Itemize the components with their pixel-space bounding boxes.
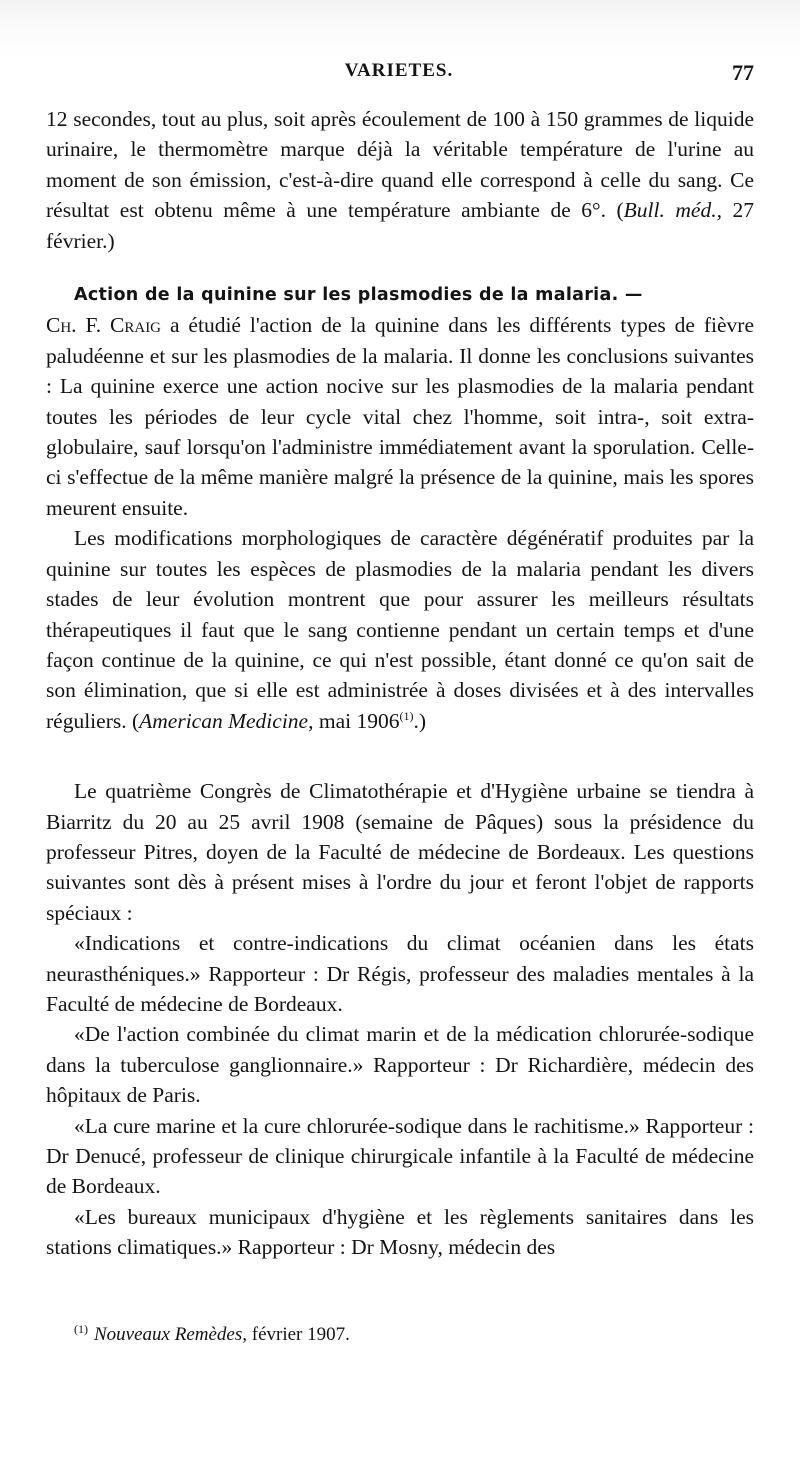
paragraph-text: 12 secondes, tout au plus, soit après écoulement de 100 à 150 grammes de liquide urinaire, le thermomètre marque déjà la véritable température de l'urine au moment de son émission, c'est-à-dire quand elle correspond à celle du sang. Ce résultat est obtenu même à une température ambiante de 6°. (	[46, 107, 754, 223]
footnote-date: février 1907.	[247, 1324, 350, 1345]
author-name: Ch. F. Craig	[46, 313, 162, 338]
citation-date: 27 février.)	[46, 198, 755, 253]
paragraph-text: a étudié l'action de la quinine dans les différents types de fièvre paludéenne et sur les plasmodies de la malaria. Il donne les conclusions suivantes : La quinine exerce une action nocive sur les plasmodies de la malaria pendant toutes les périodes de leur cycle vital chez l'homme, soit intra-, soit extra-globulaire, sauf lorsqu'on l'administre immédiatement avant la sporulation. Celle-ci s'effectue de la même manière malgré la présence de la quinine, mais les spores meurent ensuite.	[46, 313, 754, 520]
paragraph-congress: Le quatrième Congrès de Climatothérapie et d'Hygiène urbaine se tiendra à Biarritz du 20 au 25 avril 1908 (semaine de Pâques) sous la présidence du professeur Pitres, doyen de la Faculté de médecine de Bordeaux. Les questions suivantes sont dès à présent mises à l'ordre du jour et feront l'objet de rapports spéciaux :	[46, 779, 754, 925]
footnote-marker: (1)	[74, 1321, 88, 1336]
citation-source: Bull. méd.,	[623, 198, 722, 223]
section-heading-quinine: Action de la quinine sur les plasmodies de la malaria. —	[74, 285, 643, 306]
page-number: 77	[732, 60, 754, 85]
footnote-reference: (1)	[399, 708, 414, 723]
paragraph-topic-2: «De l'action combinée du climat marin et de la médication chlorurée-sodique dans la tuberculose ganglionnaire.» Rapporteur : Dr Richardière, médecin des hôpitaux de Paris.	[46, 1022, 754, 1108]
body-text	[46, 104, 754, 1263]
paragraph-topic-3: «La cure marine et la cure chlorurée-sodique dans le rachitisme.» Rapporteur : Dr Denucé, professeur de clinique chirurgicale infantile à la Faculté de médecine de Bordeaux.	[46, 1113, 754, 1199]
paragraph-thermometer	[46, 104, 754, 256]
paragraph-morphology	[46, 523, 754, 736]
footnote	[74, 1321, 350, 1346]
footnote-source: Nouveaux Remèdes,	[94, 1324, 247, 1345]
paragraph-text: Les modifications morphologiques de caractère dégénératif produites par la quinine sur toutes les espèces de plasmodies de la malaria pendant les divers stades de leur évolution montrent que pour assurer les meilleurs résultats thérapeutiques il faut que le sang contienne pendant un certain temps et d'une façon continue de la quinine, ce qui n'est possible, étant donné ce qu'on sait de son élimination, que si elle est administrée à doses divisées et à des intervalles réguliers. (	[46, 526, 754, 733]
running-head: VARIETES.	[344, 60, 454, 81]
page-header	[44, 60, 754, 94]
paragraph-quinine	[46, 278, 754, 523]
paragraph-topic-4: «Les bureaux municipaux d'hygiène et les règlements sanitaires dans les stations climatiques.» Rapporteur : Dr Mosny, médecin des	[46, 1204, 754, 1260]
paragraph-topic-1: «Indications et contre-indications du climat océanien dans les états neurasthéniques.» Rapporteur : Dr Régis, professeur des maladies mentales à la Faculté de médecine de Bordeaux.	[46, 931, 754, 1016]
citation-source: American Medicine	[139, 708, 309, 733]
citation-date: , mai 1906	[308, 708, 400, 733]
citation-close: .)	[413, 708, 427, 733]
